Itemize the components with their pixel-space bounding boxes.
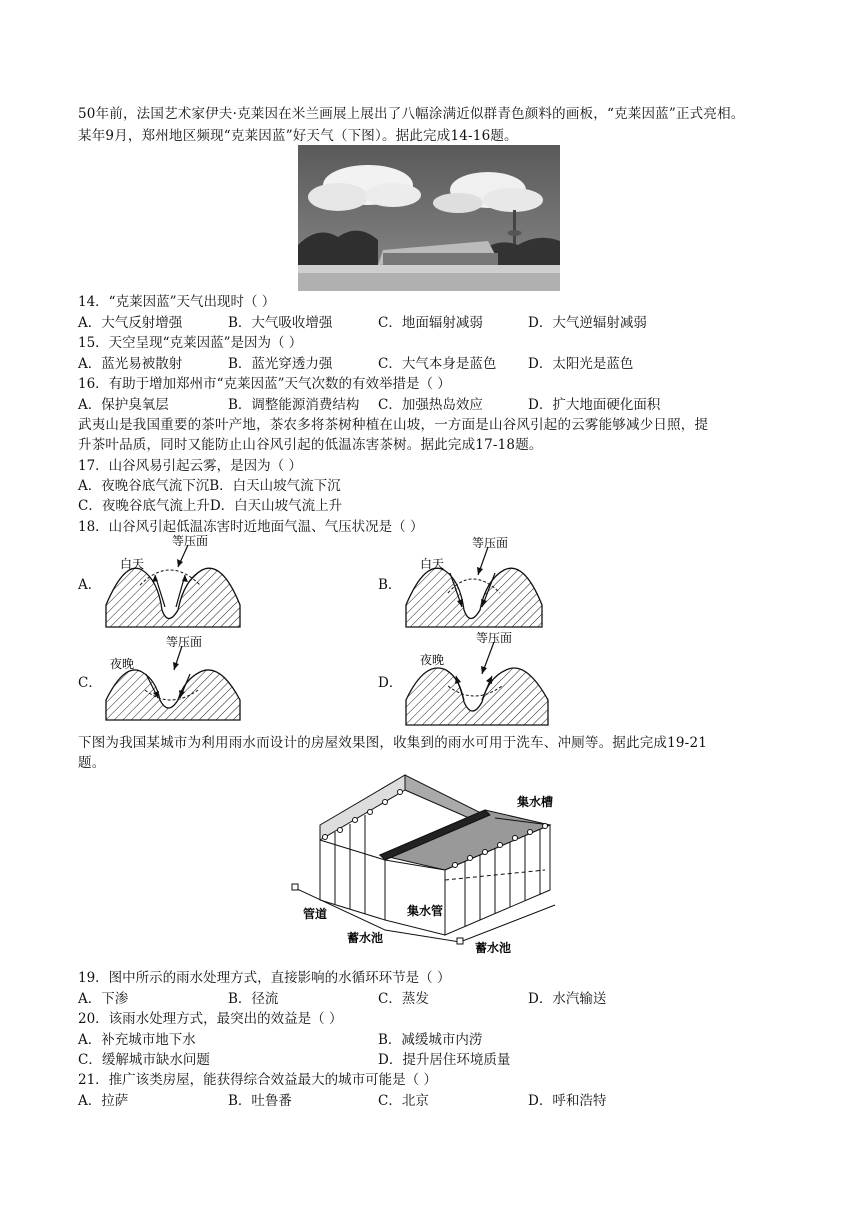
label-storage-pool-2: 蓄水池 bbox=[475, 941, 512, 955]
q16-option-d[interactable]: D．扩大地面硬化面积 bbox=[528, 397, 661, 413]
q20-option-a[interactable]: A．补充城市地下水 bbox=[78, 1032, 196, 1048]
q16-option-b[interactable]: B．调整能源消费结构 bbox=[228, 397, 360, 413]
q14-stem: 14．“克莱因蓝”天气出现时（ ） bbox=[78, 294, 276, 310]
night-label-d: 夜晚 bbox=[420, 653, 445, 667]
label-duct: 管道 bbox=[303, 907, 328, 921]
q15-option-a[interactable]: A．蓝光易被散射 bbox=[78, 356, 183, 372]
q16-option-c[interactable]: C．加强热岛效应 bbox=[378, 397, 483, 413]
q15-option-c[interactable]: C．大气本身是蓝色 bbox=[378, 356, 497, 372]
q19-option-b[interactable]: B．径流 bbox=[228, 991, 279, 1007]
label-gutter: 集水槽 bbox=[517, 795, 554, 809]
q14-option-d[interactable]: D．大气逆辐射减弱 bbox=[528, 315, 647, 331]
night-label-c: 夜晚 bbox=[110, 657, 135, 671]
q18-option-b[interactable]: B． bbox=[378, 577, 402, 593]
q19-option-a[interactable]: A．下渗 bbox=[78, 991, 129, 1007]
q14-option-b[interactable]: B．大气吸收增强 bbox=[228, 315, 333, 331]
passage-2-line-2: 升茶叶品质，同时又能防止山谷风引起的低温冻害茶树。据此完成17-18题。 bbox=[78, 437, 543, 453]
q21-stem: 21．推广该类房屋，能获得综合效益最大的城市可能是（ ） bbox=[78, 1072, 437, 1088]
q15-stem: 15．天空呈现“克莱因蓝”是因为（ ） bbox=[78, 335, 303, 351]
label-storage-pool-1: 蓄水池 bbox=[347, 931, 384, 945]
q17-stem: 17．山谷风易引起云雾，是因为（ ） bbox=[78, 458, 302, 474]
q19-option-d[interactable]: D．水汽输送 bbox=[528, 991, 607, 1007]
q20-option-c[interactable]: C．缓解城市缺水问题 bbox=[78, 1052, 210, 1068]
day-label-b: 白天 bbox=[420, 557, 445, 571]
passage-3-line-2: 题。 bbox=[78, 755, 106, 771]
passage-3-line-1: 下图为我国某城市为利用雨水而设计的房屋效果图，收集到的雨水可用于洗车、冲厕等。据此完成19-21 bbox=[78, 735, 708, 751]
q16-stem: 16．有助于增加郑州市“克莱因蓝”天气次数的有效举措是（ ） bbox=[78, 376, 451, 392]
valley-diagram-c bbox=[100, 632, 250, 724]
q18-option-c[interactable]: C． bbox=[78, 675, 102, 691]
isobar-label-d: 等压面 bbox=[476, 631, 513, 645]
klein-blue-sky-photo bbox=[298, 145, 560, 291]
valley-diagram-a bbox=[100, 535, 250, 631]
q15-option-d[interactable]: D．太阳光是蓝色 bbox=[528, 356, 634, 372]
q15-option-b[interactable]: B．蓝光穿透力强 bbox=[228, 356, 333, 372]
isobar-label-c: 等压面 bbox=[166, 635, 203, 649]
isobar-label-a: 等压面 bbox=[172, 535, 209, 548]
q14-option-c[interactable]: C．地面辐射减弱 bbox=[378, 315, 483, 331]
q21-option-c[interactable]: C．北京 bbox=[378, 1093, 429, 1109]
isobar-label-b: 等压面 bbox=[472, 536, 509, 550]
q18-stem: 18．山谷风引起低温冻害时近地面气温、气压状况是（ ） bbox=[78, 519, 424, 535]
q16-option-a[interactable]: A．保护臭氧层 bbox=[78, 397, 169, 413]
label-collector-pipe: 集水管 bbox=[407, 904, 444, 918]
day-label-a: 白天 bbox=[120, 557, 145, 571]
q20-stem: 20．该雨水处理方式，最突出的效益是（ ） bbox=[78, 1011, 343, 1027]
q14-option-a[interactable]: A．大气反射增强 bbox=[78, 315, 183, 331]
passage-2-line-1: 武夷山是我国重要的茶叶产地，茶农多将茶树种植在山坡，一方面是山谷风引起的云雾能够减少日照，提 bbox=[78, 417, 709, 433]
rainwater-house-diagram bbox=[285, 770, 585, 962]
q17-options-cd[interactable]: C．夜晚谷底气流上升D．白天山坡气流上升 bbox=[78, 498, 343, 514]
q19-stem: 19．图中所示的雨水处理方式，直接影响的水循环环节是（ ） bbox=[78, 970, 451, 986]
passage-1-line-2: 某年9月，郑州地区频现“克莱因蓝”好天气（下图）。据此完成14-16题。 bbox=[78, 128, 518, 144]
q20-option-d[interactable]: D．提升居住环境质量 bbox=[378, 1052, 511, 1068]
q21-option-b[interactable]: B．吐鲁番 bbox=[228, 1093, 292, 1109]
q18-option-a[interactable]: A． bbox=[78, 577, 102, 593]
q21-option-a[interactable]: A．拉萨 bbox=[78, 1093, 129, 1109]
q21-option-d[interactable]: D．呼和浩特 bbox=[528, 1093, 607, 1109]
q17-options-ab[interactable]: A．夜晚谷底气流下沉B．白天山坡气流下沉 bbox=[78, 478, 341, 494]
q18-option-d[interactable]: D． bbox=[378, 675, 403, 691]
passage-1-line-1: 50年前，法国艺术家伊夫·克莱因在米兰画展上展出了八幅涂满近似群青色颜料的画板，“克莱因蓝”正式亮相。 bbox=[78, 106, 745, 122]
q20-option-b[interactable]: B．减缓城市内涝 bbox=[378, 1032, 483, 1048]
valley-diagram-d bbox=[400, 628, 560, 728]
q19-option-c[interactable]: C．蒸发 bbox=[378, 991, 429, 1007]
valley-diagram-b bbox=[400, 535, 560, 631]
